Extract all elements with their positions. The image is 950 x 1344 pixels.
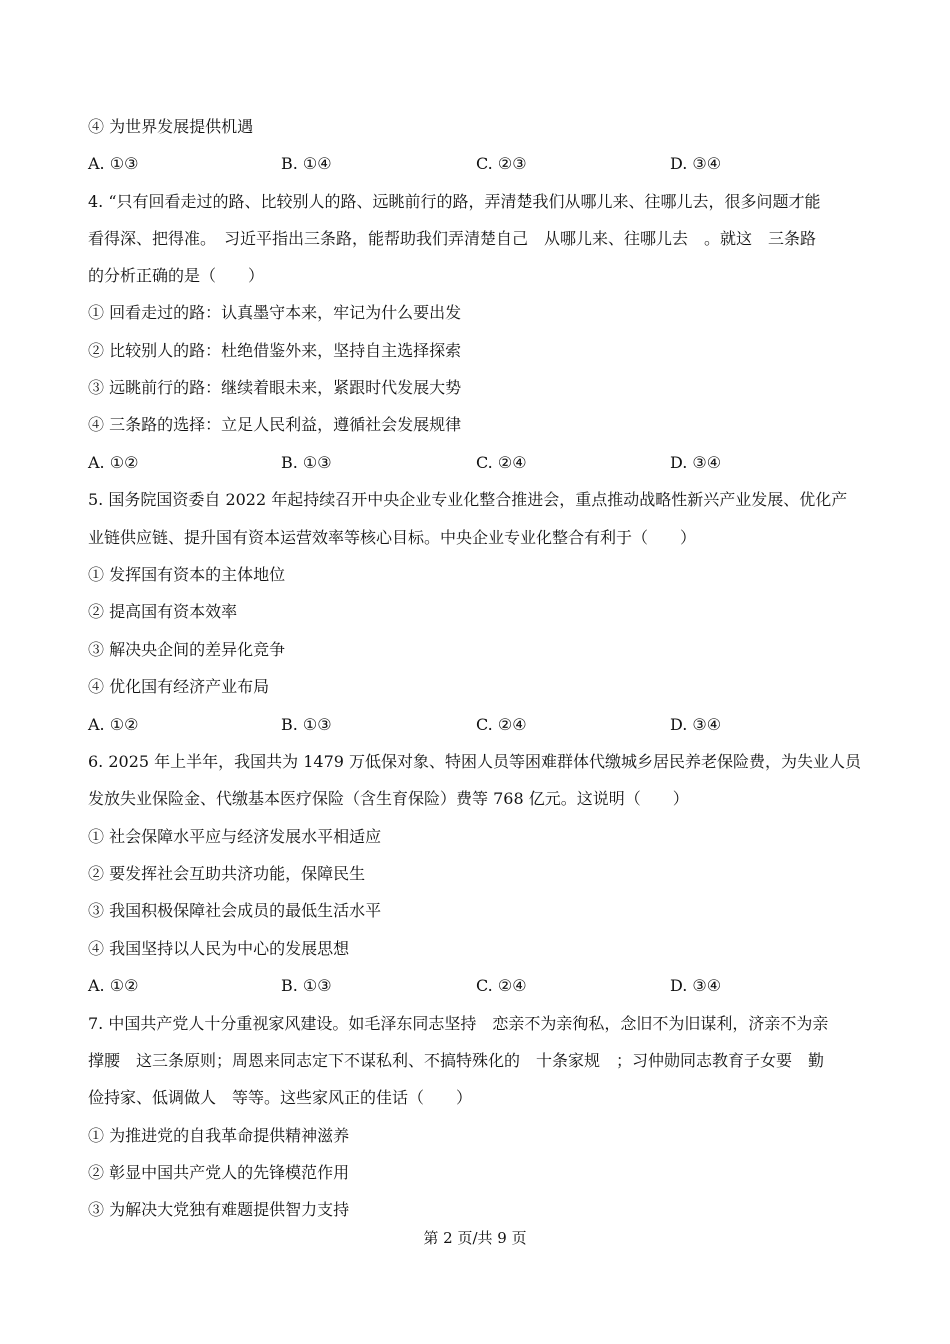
options-row — [88, 714, 848, 736]
option-c[interactable]: C. ②③ — [476, 154, 527, 173]
statement-2: ② 提高国有资本效率 — [88, 602, 238, 621]
statement-4: ④ 我国坚持以人民为中心的发展思想 — [88, 939, 350, 958]
options-row — [88, 975, 848, 997]
option-b[interactable]: B. ①③ — [281, 715, 332, 734]
statement-1: ① 为推进党的自我革命提供精神滋养 — [88, 1126, 350, 1145]
statement-2: ② 彰显中国共产党人的先锋模范作用 — [88, 1163, 350, 1182]
option-c[interactable]: C. ②④ — [476, 453, 527, 472]
statement-3: ③ 我国积极保障社会成员的最低生活水平 — [88, 901, 382, 920]
question-7-stem: 俭持家、低调做人 等等。这些家风正的佳话（ ） — [88, 1088, 473, 1107]
statement-3: ③ 远眺前行的路：继续着眼未来，紧跟时代发展大势 — [88, 378, 462, 397]
question-7-stem: 7. 中国共产党人十分重视家风建设。如毛泽东同志坚持 恋亲不为亲徇私，念旧不为旧谋利，济亲不为亲 — [88, 1014, 829, 1033]
statement-1: ① 社会保障水平应与经济发展水平相适应 — [88, 827, 382, 846]
statement-2: ② 比较别人的路：杜绝借鉴外来，坚持自主选择探索 — [88, 341, 462, 360]
statement-4: ④ 为世界发展提供机遇 — [88, 117, 254, 136]
question-5-stem: 5. 国务院国资委自 2022 年起持续召开中央企业专业化整合推进会，重点推动战略性新兴产业发展、优化产 — [88, 490, 848, 509]
option-a[interactable]: A. ①③ — [88, 154, 139, 173]
option-d[interactable]: D. ③④ — [670, 154, 722, 173]
statement-2: ② 要发挥社会互助共济功能，保障民生 — [88, 864, 366, 883]
statement-1: ① 回看走过的路：认真墨守本来，牢记为什么要出发 — [88, 303, 462, 322]
question-6-stem: 6. 2025 年上半年，我国共为 1479 万低保对象、特困人员等困难群体代缴城乡居民养老保险费，为失业人员 — [88, 752, 862, 771]
option-a[interactable]: A. ①② — [88, 453, 139, 472]
option-b[interactable]: B. ①③ — [281, 453, 332, 472]
option-b[interactable]: B. ①④ — [281, 154, 332, 173]
options-row — [88, 452, 848, 474]
option-a[interactable]: A. ①② — [88, 976, 139, 995]
statement-3: ③ 为解决大党独有难题提供智力支持 — [88, 1200, 350, 1219]
option-c[interactable]: C. ②④ — [476, 715, 527, 734]
question-6-stem: 发放失业保险金、代缴基本医疗保险（含生育保险）费等 768 亿元。这说明（ ） — [88, 789, 689, 808]
option-d[interactable]: D. ③④ — [670, 715, 722, 734]
option-a[interactable]: A. ①② — [88, 715, 139, 734]
question-4-stem: 4. “只有回看走过的路、比较别人的路、远眺前行的路，弄清楚我们从哪儿来、往哪儿去，很多问题才能 — [88, 192, 821, 211]
page-footer: 第 2 页/共 9 页 — [423, 1229, 527, 1247]
option-c[interactable]: C. ②④ — [476, 976, 527, 995]
question-7-stem: 撑腰 这三条原则；周恩来同志定下不谋私利、不搞特殊化的 十条家规 ；习仲勋同志教育子女要 勤 — [88, 1051, 825, 1070]
question-4-stem: 的分析正确的是（ ） — [88, 266, 265, 285]
statement-4: ④ 三条路的选择：立足人民利益，遵循社会发展规律 — [88, 415, 462, 434]
statement-4: ④ 优化国有经济产业布局 — [88, 677, 270, 696]
statement-3: ③ 解决央企间的差异化竞争 — [88, 640, 286, 659]
options-row — [88, 153, 848, 175]
question-5-stem: 业链供应链、提升国有资本运营效率等核心目标。中央企业专业化整合有利于（ ） — [88, 528, 697, 547]
option-d[interactable]: D. ③④ — [670, 976, 722, 995]
option-d[interactable]: D. ③④ — [670, 453, 722, 472]
question-4-stem: 看得深、把得准。 习近平指出三条路，能帮助我们弄清楚自己 从哪儿来、往哪儿去 。就这 三条路 — [88, 229, 817, 248]
option-b[interactable]: B. ①③ — [281, 976, 332, 995]
statement-1: ① 发挥国有资本的主体地位 — [88, 565, 286, 584]
